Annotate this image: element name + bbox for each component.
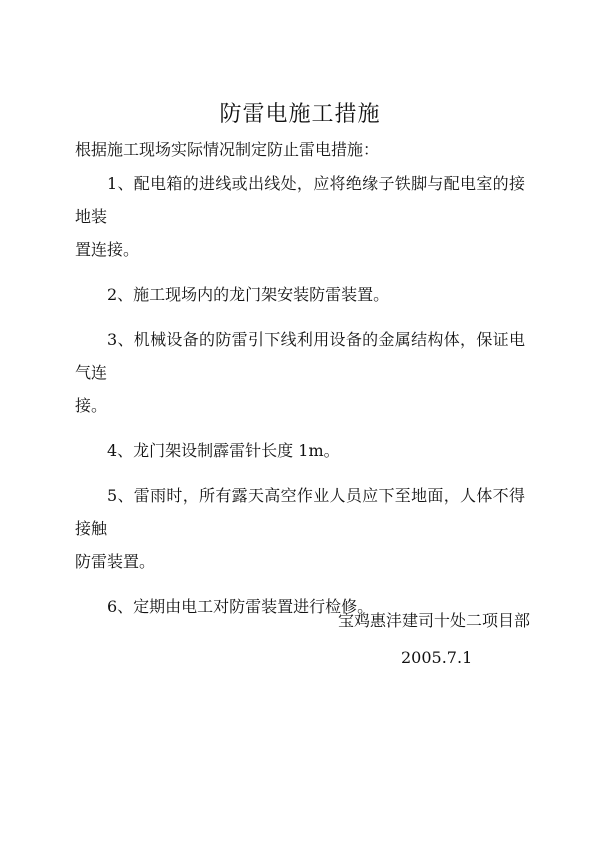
measure-line: 3、机械设备的防雷引下线利用设备的金属结构体，保证电气连 [75, 330, 525, 382]
measure-line: 2、施工现场内的龙门架安装防雷装置。 [107, 285, 390, 304]
measure-line-continued: 置连接。 [75, 240, 140, 259]
measure-item-4 [75, 434, 525, 467]
measure-line: 6、定期由电工对防雷装置进行检修。 [107, 597, 374, 616]
measure-line: 4、龙门架设制霹雷针长度 1m。 [107, 441, 340, 460]
measure-item-5 [75, 479, 525, 578]
intro-text: 根据施工现场实际情况制定防止雷电措施： [75, 140, 380, 159]
measure-line: 1、配电箱的进线或出线处，应将绝缘子铁脚与配电室的接地装 [75, 174, 525, 226]
document-title: 防雷电施工措施 [219, 102, 381, 127]
measure-item-3 [75, 323, 525, 422]
measure-item-2 [75, 278, 525, 311]
document-date: 2005.7.1 [401, 648, 473, 667]
measures-list [75, 167, 525, 635]
measure-item-1 [75, 167, 525, 266]
organization-signature: 宝鸡惠沣建司十处二项目部 [338, 611, 531, 630]
measure-line-continued: 接。 [75, 396, 108, 415]
measure-line-continued: 防雷装置。 [75, 552, 156, 571]
measure-line: 5、雷雨时，所有露天高空作业人员应下至地面，人体不得接触 [75, 486, 525, 538]
